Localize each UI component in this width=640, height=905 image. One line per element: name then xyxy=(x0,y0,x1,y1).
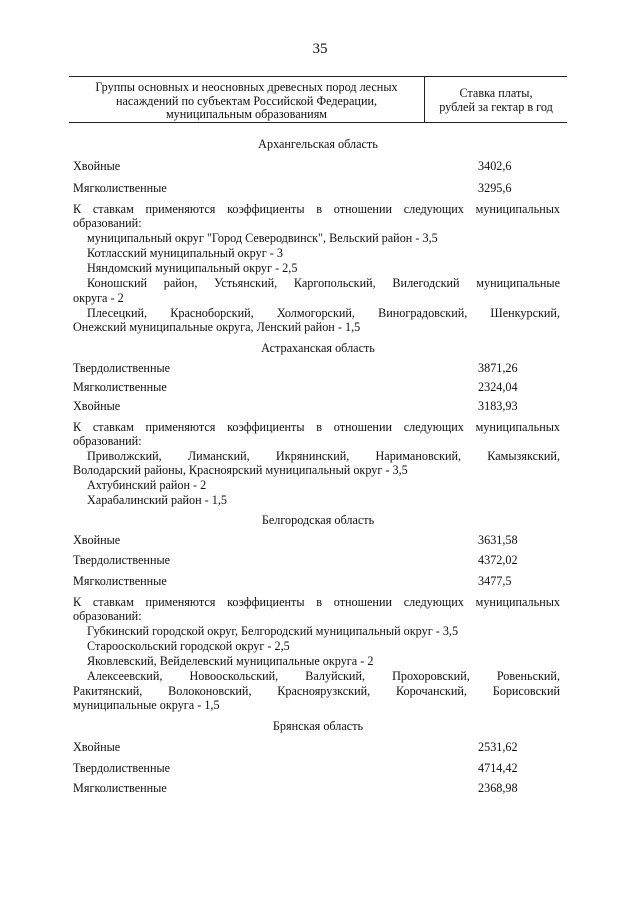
rate-row-value: 3631,58 xyxy=(478,533,518,547)
rate-row-label: Мягколиственные xyxy=(73,574,167,588)
coefficient-item: Приволжский, Лиманский, Икрянинский, Наримановский, Камызякский, xyxy=(87,449,560,463)
table-header xyxy=(69,76,567,123)
rate-row-value: 3295,6 xyxy=(478,181,512,195)
coefficient-item: Коношский район, Устьянский, Каргопольский, Вилегодский муниципальные xyxy=(87,276,560,290)
coefficient-item: округа - 2 xyxy=(73,291,124,305)
coefficient-note: К ставкам применяются коэффициенты в отношении следующих муниципальных xyxy=(73,420,560,434)
header-line: рублей за гектар в год xyxy=(439,100,553,114)
region-title: Архангельская область xyxy=(258,137,378,151)
rate-row-label: Твердолиственные xyxy=(73,361,171,375)
page-number: 35 xyxy=(312,41,328,57)
coefficient-item: Ракитянский, Волоконовский, Красноярузкский, Корочанский, Борисовский xyxy=(73,684,560,698)
coefficient-note: образований: xyxy=(73,609,142,623)
rate-row-label: Хвойные xyxy=(73,399,121,413)
coefficient-item: Котласский муниципальный округ - 3 xyxy=(87,246,283,260)
rate-row-value: 2368,98 xyxy=(478,781,518,795)
coefficient-note: К ставкам применяются коэффициенты в отношении следующих муниципальных xyxy=(73,202,560,216)
coefficient-note: образований: xyxy=(73,216,142,230)
header-line: Ставка платы, xyxy=(459,86,533,100)
rate-row-value: 4372,02 xyxy=(478,553,518,567)
coefficient-item: Плесецкий, Красноборский, Холмогорский, Виноградовский, Шенкурский, xyxy=(87,306,560,320)
coefficient-note: образований: xyxy=(73,434,142,448)
rate-row-label: Твердолиственные xyxy=(73,761,171,775)
coefficient-item: Алексеевский, Новооскольский, Валуйский, Прохоровский, Ровеньский, xyxy=(87,669,560,683)
rate-row-label: Мягколиственные xyxy=(73,380,167,394)
coefficient-item: Онежский муниципальные округа, Ленский район - 1,5 xyxy=(73,320,361,334)
coefficient-item: Няндомский муниципальный округ - 2,5 xyxy=(87,261,298,275)
coefficient-item: муниципальные округа - 1,5 xyxy=(73,698,220,712)
coefficient-item: Харабалинский район - 1,5 xyxy=(87,493,228,507)
rate-row-value: 3183,93 xyxy=(478,399,518,413)
header-line: Группы основных и неосновных древесных пород лесных xyxy=(95,80,398,94)
rate-row-value: 3477,5 xyxy=(478,574,512,588)
header-column-rate xyxy=(425,77,567,122)
region-title: Астраханская область xyxy=(261,341,375,355)
rate-row-value: 4714,42 xyxy=(478,761,518,775)
region-title: Белгородская область xyxy=(261,513,375,527)
rate-row-label: Твердолиственные xyxy=(73,553,171,567)
coefficient-item: Ахтубинский район - 2 xyxy=(87,478,207,492)
coefficient-item: Старооскольский городской округ - 2,5 xyxy=(87,639,290,653)
coefficient-item: Губкинский городской округ, Белгородский муниципальный округ - 3,5 xyxy=(87,624,459,638)
rate-row-label: Хвойные xyxy=(73,159,121,173)
header-line: насаждений по субъектам Российской Федерации, xyxy=(115,93,378,108)
rate-row-label: Мягколиственные xyxy=(73,181,167,195)
rate-row-value: 2531,62 xyxy=(478,740,518,754)
coefficient-note: К ставкам применяются коэффициенты в отношении следующих муниципальных xyxy=(73,595,560,609)
rate-row-label: Хвойные xyxy=(73,533,121,547)
coefficient-item: Яковлевский, Вейделевский муниципальные округа - 2 xyxy=(87,654,374,668)
coefficient-item: муниципальный округ "Город Северодвинск", Вельский район - 3,5 xyxy=(87,231,438,245)
rate-row-label: Хвойные xyxy=(73,740,121,754)
rate-row-value: 3871,26 xyxy=(478,361,518,375)
coefficient-item: Володарский районы, Красноярский муниципальный округ - 3,5 xyxy=(73,463,408,477)
rate-row-label: Мягколиственные xyxy=(73,781,167,795)
header-column-groups xyxy=(69,77,425,122)
header-line: муниципальным образованиям xyxy=(165,107,328,122)
rate-row-value: 3402,6 xyxy=(478,159,512,173)
rate-row-value: 2324,04 xyxy=(478,380,518,394)
region-title: Брянская область xyxy=(272,719,364,733)
